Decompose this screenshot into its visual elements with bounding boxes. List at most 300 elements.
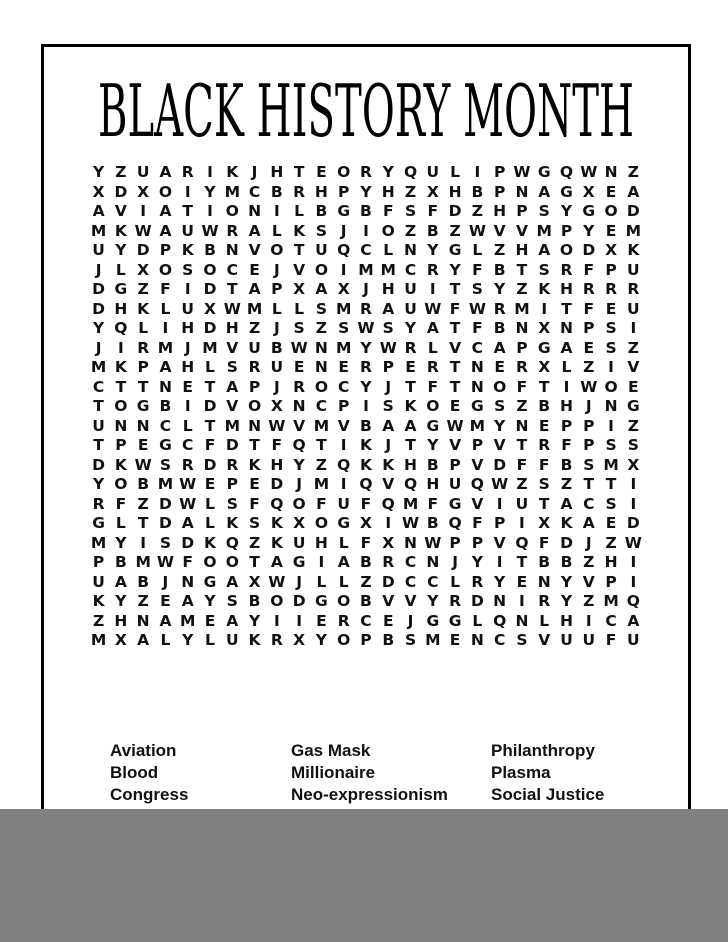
grid-letter: V <box>404 592 417 610</box>
grid-letter: A <box>248 280 261 298</box>
grid-letter: T <box>249 553 260 571</box>
grid-letter: O <box>225 553 239 571</box>
grid-letter: C <box>605 611 617 630</box>
grid-letter: Y <box>560 202 573 220</box>
grid-letter: M <box>603 455 619 474</box>
grid-letter: N <box>560 319 573 337</box>
grid-letter: O <box>381 221 395 240</box>
grid-letter: L <box>205 358 215 376</box>
grid-letter: T <box>538 494 550 513</box>
word-list-item: Congress <box>110 785 189 804</box>
grid-row <box>88 163 644 183</box>
grid-letter: W <box>379 338 397 357</box>
grid-letter: A <box>582 514 595 532</box>
grid-letter: I <box>496 553 503 571</box>
grid-row <box>88 183 644 203</box>
grid-letter: A <box>538 241 551 259</box>
grid-letter: M <box>157 338 174 357</box>
grid-letter: U <box>560 631 573 649</box>
grid-letter: A <box>248 221 261 240</box>
page-title-text: BLACK HISTORY MONTH <box>98 70 634 146</box>
grid-letter: L <box>294 299 305 318</box>
grid-letter: E <box>605 182 617 201</box>
grid-letter: R <box>293 377 306 396</box>
grid-letter: Y <box>360 377 372 396</box>
grid-letter: R <box>471 572 484 591</box>
grid-row <box>88 300 644 320</box>
grid-letter: A <box>159 202 172 220</box>
grid-letter: T <box>249 436 260 454</box>
grid-letter: F <box>449 299 461 318</box>
grid-letter: R <box>382 553 395 571</box>
grid-letter: V <box>293 260 306 279</box>
grid-letter: I <box>296 611 303 630</box>
grid-letter: Y <box>427 592 439 610</box>
grid-letter: E <box>160 592 171 610</box>
grid-letter: F <box>605 631 617 649</box>
grid-letter: T <box>449 319 461 337</box>
grid-letter: V <box>226 338 239 357</box>
grid-letter: V <box>471 455 484 474</box>
grid-letter: V <box>627 358 640 376</box>
grid-letter: I <box>541 299 548 318</box>
grid-letter: U <box>92 416 105 435</box>
grid-letter: Y <box>360 182 372 201</box>
grid-letter: F <box>427 202 439 220</box>
grid-letter: K <box>382 455 395 474</box>
grid-letter: I <box>318 553 325 571</box>
grid-letter: M <box>90 533 107 552</box>
grid-letter: K <box>114 358 127 376</box>
grid-letter: E <box>137 436 149 454</box>
grid-letter: U <box>627 260 640 279</box>
grid-letter: X <box>538 514 551 532</box>
grid-letter: K <box>226 163 239 181</box>
grid-letter: W <box>357 319 375 337</box>
grid-letter: O <box>604 202 618 220</box>
grid-letter: V <box>248 241 261 259</box>
grid-letter: S <box>248 514 261 532</box>
grid-letter: L <box>205 631 215 649</box>
grid-letter: R <box>270 631 283 649</box>
grid-letter: B <box>426 455 439 474</box>
grid-letter: F <box>360 533 372 552</box>
grid-letter: F <box>316 494 327 513</box>
grid-letter: F <box>583 299 595 318</box>
grid-letter: E <box>538 416 550 435</box>
grid-letter: L <box>472 611 483 630</box>
grid-letter: K <box>248 455 261 474</box>
grid-letter: X <box>337 280 350 298</box>
grid-letter: E <box>182 377 194 396</box>
grid-letter: S <box>226 358 238 376</box>
grid-letter: S <box>315 221 327 240</box>
grid-letter: Y <box>404 319 417 337</box>
grid-letter: I <box>340 475 347 493</box>
grid-letter: V <box>515 221 528 240</box>
grid-letter: C <box>583 494 595 513</box>
grid-letter: C <box>315 397 328 415</box>
grid-letter: M <box>202 338 218 357</box>
grid-letter: Y <box>248 611 261 630</box>
grid-letter: A <box>159 163 172 181</box>
grid-letter: F <box>538 533 550 552</box>
grid-letter: H <box>560 397 573 415</box>
grid-letter: H <box>270 455 284 474</box>
grid-letter: M <box>335 299 352 318</box>
grid-letter: D <box>159 494 172 513</box>
grid-letter: P <box>583 416 595 435</box>
grid-letter: L <box>383 241 394 259</box>
grid-letter: A <box>137 631 150 649</box>
grid-letter: S <box>159 533 172 552</box>
grid-letter: S <box>538 260 550 279</box>
grid-letter: O <box>114 397 128 415</box>
grid-letter: O <box>225 202 239 220</box>
grid-letter: D <box>181 533 195 552</box>
grid-letter: G <box>337 514 351 532</box>
grid-letter: Y <box>115 241 127 259</box>
grid-letter: O <box>337 163 351 181</box>
grid-letter: K <box>181 241 194 259</box>
grid-letter: C <box>92 377 105 396</box>
grid-letter: X <box>382 533 395 552</box>
grid-letter: X <box>114 631 127 649</box>
grid-letter: Y <box>494 280 506 298</box>
grid-letter: G <box>315 592 328 610</box>
grid-letter: B <box>471 182 484 201</box>
grid-letter: P <box>471 533 484 552</box>
grid-letter: C <box>337 377 350 396</box>
grid-letter: H <box>426 475 440 493</box>
grid-letter: Q <box>448 514 462 532</box>
grid-letter: D <box>225 436 239 454</box>
grid-letter: Y <box>583 221 595 240</box>
grid-row <box>88 397 644 417</box>
grid-letter: O <box>559 241 574 259</box>
grid-letter: S <box>538 475 550 493</box>
grid-letter: Z <box>516 397 528 415</box>
grid-letter: A <box>114 572 127 591</box>
grid-row <box>88 456 644 476</box>
grid-letter: Q <box>470 475 484 493</box>
grid-letter: R <box>605 280 618 298</box>
grid-letter: S <box>516 631 528 649</box>
grid-letter: M <box>135 553 151 571</box>
grid-letter: N <box>604 397 618 415</box>
grid-letter: C <box>471 338 484 357</box>
grid-letter: I <box>162 319 169 337</box>
grid-letter: J <box>184 338 191 357</box>
grid-letter: R <box>449 592 462 610</box>
grid-letter: B <box>493 260 506 279</box>
grid-letter: Z <box>583 553 595 571</box>
grid-row <box>88 417 644 437</box>
grid-letter: M <box>180 611 196 630</box>
grid-letter: V <box>538 631 551 649</box>
grid-letter: R <box>360 163 372 181</box>
grid-letter: W <box>580 377 598 396</box>
grid-letter: W <box>424 533 442 552</box>
grid-letter: Q <box>559 163 574 181</box>
grid-letter: O <box>292 494 306 513</box>
grid-letter: H <box>493 202 507 220</box>
grid-letter: N <box>604 163 618 181</box>
grid-letter: B <box>270 182 283 201</box>
grid-letter: N <box>404 533 418 552</box>
grid-letter: C <box>404 260 417 279</box>
grid-letter: T <box>204 416 216 435</box>
grid-letter: A <box>493 338 506 357</box>
grid-letter: U <box>582 631 596 649</box>
grid-letter: R <box>404 338 417 357</box>
grid-letter: P <box>338 397 350 415</box>
grid-letter: J <box>95 260 102 279</box>
grid-letter: S <box>471 280 483 298</box>
grid-letter: X <box>204 299 216 318</box>
grid-letter: E <box>449 631 461 649</box>
grid-letter: E <box>494 358 505 376</box>
grid-letter: Z <box>92 611 105 630</box>
grid-letter: P <box>516 202 528 220</box>
grid-letter: T <box>226 280 238 298</box>
grid-letter: X <box>582 182 595 201</box>
grid-letter: Y <box>204 592 216 610</box>
grid-letter: W <box>268 572 286 591</box>
grid-letter: S <box>159 455 172 474</box>
grid-letter: L <box>450 572 461 591</box>
grid-letter: U <box>315 241 328 259</box>
grid-letter: O <box>314 260 328 279</box>
grid-letter: L <box>205 494 215 513</box>
grid-letter: V <box>582 572 595 591</box>
grid-letter: R <box>426 260 439 279</box>
grid-letter: X <box>137 182 150 201</box>
grid-letter: P <box>583 436 595 454</box>
word-list-item: Philanthropy <box>491 741 595 760</box>
grid-letter: Y <box>471 553 483 571</box>
grid-letter: I <box>608 358 614 376</box>
grid-letter: G <box>582 202 596 220</box>
word-list-item: Neo-expressionism <box>291 785 448 804</box>
grid-letter: Z <box>315 319 328 337</box>
grid-letter: B <box>137 475 150 493</box>
grid-letter: W <box>446 416 464 435</box>
grid-letter: C <box>248 182 261 201</box>
grid-letter: A <box>538 182 551 201</box>
grid-letter: R <box>181 163 194 181</box>
grid-letter: D <box>292 592 306 610</box>
grid-letter: G <box>426 416 440 435</box>
grid-letter: F <box>516 377 528 396</box>
grid-letter: B <box>426 514 439 532</box>
grid-letter: D <box>582 241 596 259</box>
grid-letter: J <box>273 319 280 337</box>
grid-letter: S <box>226 592 238 610</box>
grid-letter: L <box>427 338 438 357</box>
grid-letter: I <box>273 202 280 220</box>
grid-letter: T <box>449 280 461 298</box>
grid-letter: G <box>448 611 462 630</box>
grid-letter: L <box>205 514 215 532</box>
grid-letter: P <box>471 436 484 454</box>
grid-letter: D <box>560 533 573 552</box>
grid-letter: Q <box>114 319 128 337</box>
grid-letter: I <box>630 572 637 591</box>
grid-letter: B <box>114 553 127 571</box>
grid-letter: P <box>360 631 372 649</box>
grid-letter: N <box>314 338 328 357</box>
grid-letter: T <box>516 260 528 279</box>
grid-letter: I <box>630 475 637 493</box>
grid-letter: U <box>92 241 105 259</box>
grid-letter: R <box>92 494 105 513</box>
grid-letter: J <box>585 397 592 415</box>
grid-letter: T <box>405 436 416 454</box>
grid-letter: S <box>605 436 617 454</box>
grid-letter: A <box>560 338 573 357</box>
grid-letter: D <box>448 202 462 220</box>
grid-letter: B <box>382 631 395 649</box>
grid-letter: N <box>181 572 195 591</box>
grid-letter: U <box>515 494 529 513</box>
grid-letter: T <box>516 553 528 571</box>
grid-letter: F <box>583 260 595 279</box>
grid-letter: L <box>450 163 461 181</box>
grid-letter: Q <box>626 592 640 610</box>
grid-letter: N <box>404 241 418 259</box>
grid-letter: E <box>605 514 617 532</box>
grid-letter: C <box>159 416 172 435</box>
grid-letter: L <box>160 631 171 649</box>
grid-letter: M <box>224 182 240 201</box>
grid-letter: J <box>251 163 258 181</box>
grid-letter: Y <box>182 631 194 649</box>
grid-letter: I <box>519 514 525 532</box>
grid-letter: Z <box>494 241 506 259</box>
grid-letter: W <box>513 163 531 181</box>
grid-letter: G <box>159 436 172 454</box>
grid-letter: K <box>293 221 306 240</box>
grid-letter: C <box>404 553 417 571</box>
grid-letter: G <box>448 241 462 259</box>
grid-letter: T <box>93 397 104 415</box>
grid-letter: S <box>404 202 417 220</box>
grid-row <box>88 612 644 632</box>
grid-letter: A <box>315 280 328 298</box>
grid-letter: C <box>182 436 194 454</box>
grid-letter: U <box>248 338 261 357</box>
grid-letter: I <box>585 611 592 630</box>
grid-row <box>88 261 644 281</box>
word-list-item: Blood <box>110 763 159 782</box>
grid-letter: F <box>160 280 171 298</box>
grid-letter: L <box>316 572 327 591</box>
grid-row <box>88 241 644 261</box>
grid-letter: Z <box>605 533 617 552</box>
grid-letter: J <box>385 436 392 454</box>
grid-letter: I <box>563 377 570 396</box>
grid-letter: C <box>360 241 372 259</box>
grid-letter: I <box>630 553 637 571</box>
grid-letter: D <box>92 455 106 474</box>
grid-letter: A <box>337 553 350 571</box>
grid-letter: U <box>136 163 150 181</box>
grid-letter: I <box>117 338 124 357</box>
grid-letter: K <box>627 241 640 259</box>
grid-row <box>88 475 644 495</box>
grid-letter: P <box>493 182 506 201</box>
grid-letter: F <box>427 494 439 513</box>
grid-letter: L <box>294 202 305 220</box>
grid-row <box>88 553 644 573</box>
grid-letter: X <box>538 358 551 376</box>
grid-letter: R <box>226 221 239 240</box>
grid-letter: P <box>271 280 283 298</box>
grid-letter: T <box>316 436 327 454</box>
grid-letter: J <box>162 572 169 591</box>
grid-letter: M <box>380 260 396 279</box>
grid-letter: B <box>360 592 372 610</box>
grid-letter: R <box>248 358 261 376</box>
grid-letter: S <box>382 319 394 337</box>
grid-letter: Z <box>115 163 127 181</box>
grid-letter: H <box>381 280 395 298</box>
grid-letter: V <box>493 221 506 240</box>
grid-letter: Y <box>560 572 573 591</box>
grid-letter: Y <box>315 631 328 649</box>
gray-overlay-bar <box>0 809 728 942</box>
grid-letter: J <box>452 553 458 571</box>
grid-letter: Y <box>427 241 439 259</box>
grid-letter: Z <box>516 475 528 493</box>
grid-letter: L <box>472 241 483 259</box>
grid-letter: V <box>493 533 506 552</box>
grid-letter: V <box>114 202 127 220</box>
grid-letter: Q <box>403 475 418 493</box>
grid-letter: T <box>605 475 617 493</box>
grid-letter: K <box>270 514 283 532</box>
grid-letter: M <box>335 338 352 357</box>
grid-letter: A <box>159 221 172 240</box>
grid-letter: E <box>316 611 327 630</box>
grid-letter: B <box>360 202 372 220</box>
grid-letter: P <box>382 358 394 376</box>
grid-letter: O <box>493 377 507 396</box>
grid-letter: W <box>179 475 197 493</box>
grid-letter: Y <box>115 592 127 610</box>
grid-letter: P <box>115 436 127 454</box>
grid-letter: V <box>449 436 462 454</box>
grid-row <box>88 358 644 378</box>
grid-letter: B <box>493 319 506 337</box>
grid-letter: V <box>337 416 350 435</box>
grid-letter: K <box>137 299 150 318</box>
grid-row <box>88 495 644 515</box>
grid-letter: I <box>630 319 637 337</box>
grid-letter: F <box>516 455 528 474</box>
grid-letter: K <box>248 631 261 649</box>
grid-letter: Y <box>382 163 394 181</box>
grid-letter: R <box>360 299 372 318</box>
grid-letter: E <box>382 611 394 630</box>
grid-letter: B <box>248 592 261 610</box>
grid-letter: G <box>337 202 351 220</box>
grid-letter: X <box>359 514 372 532</box>
grid-letter: S <box>382 397 394 415</box>
grid-letter: Y <box>115 533 127 552</box>
grid-letter: B <box>315 202 328 220</box>
